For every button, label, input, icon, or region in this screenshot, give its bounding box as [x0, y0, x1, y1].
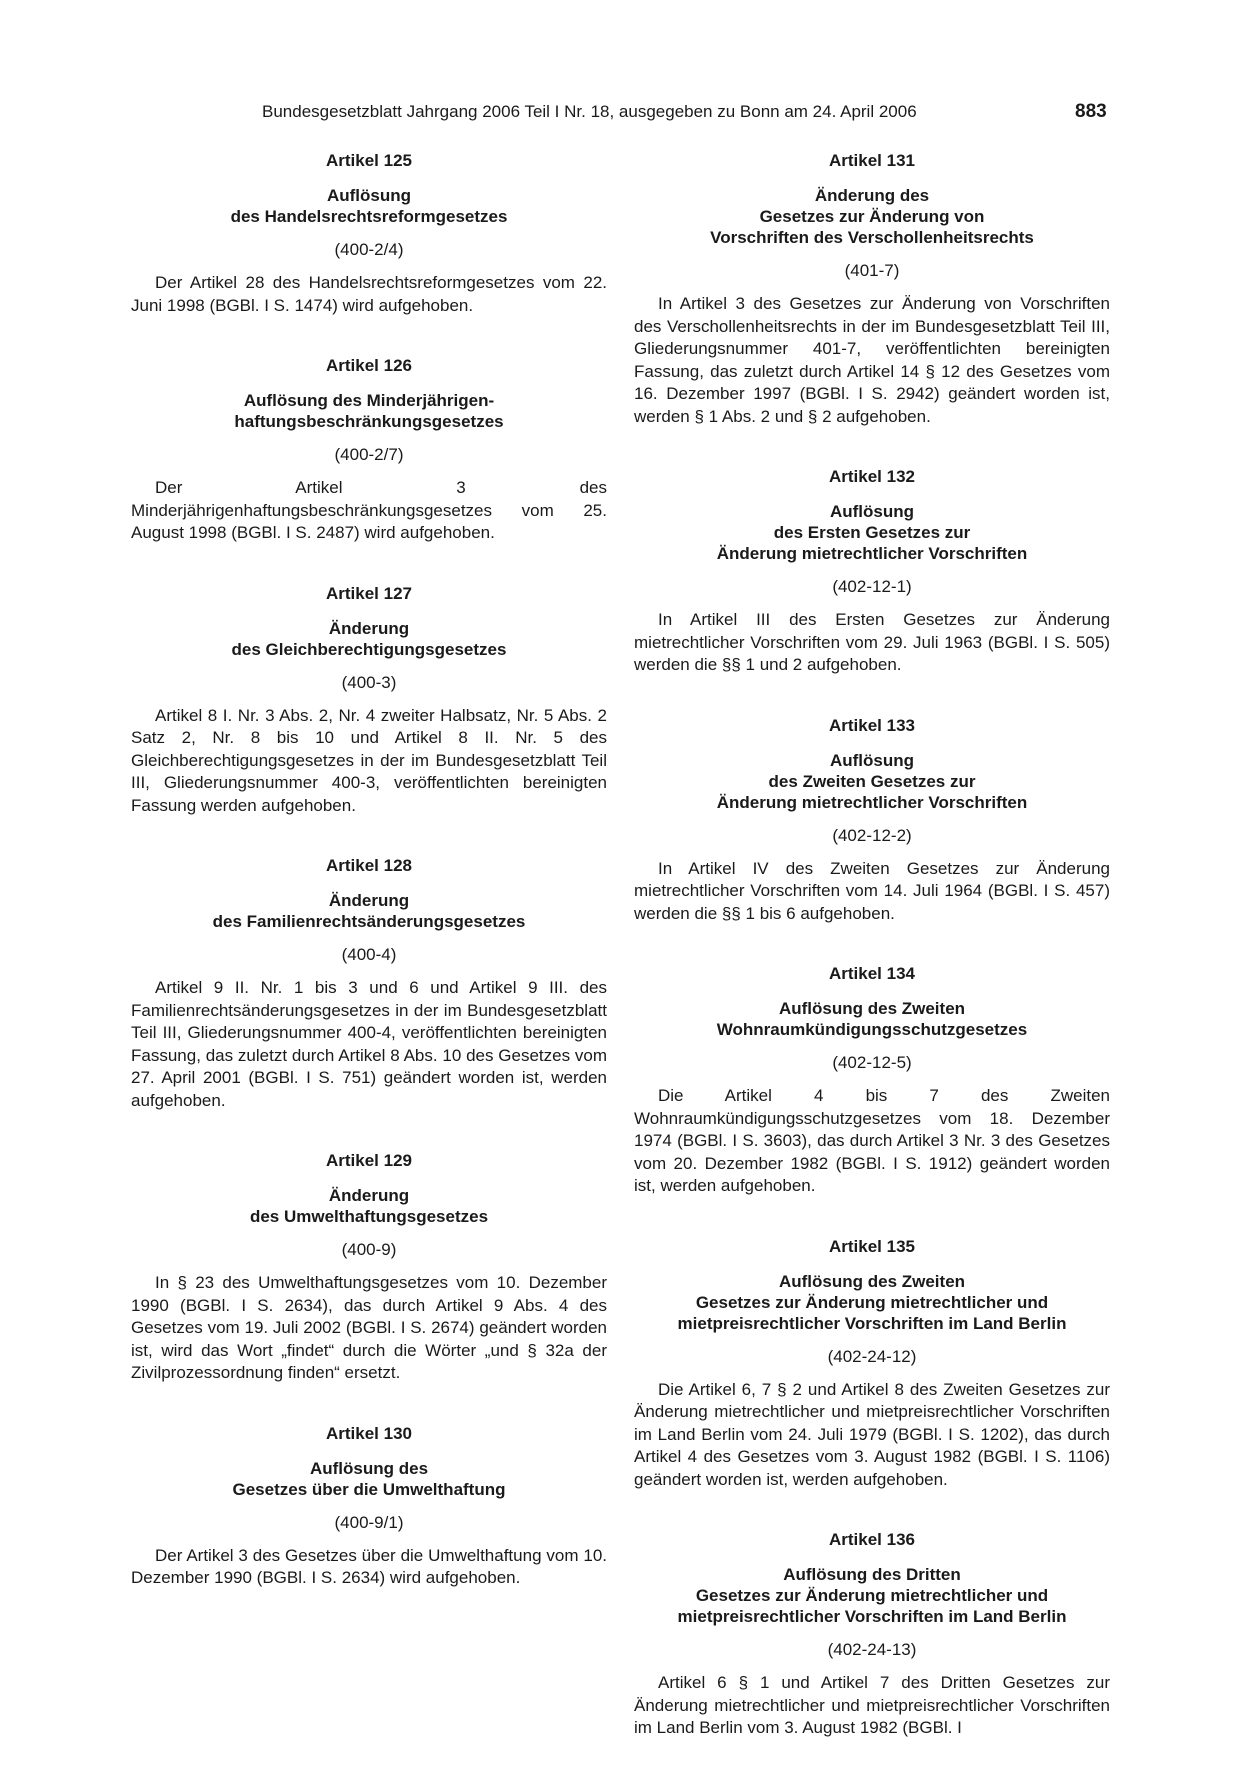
- classification-code: (400-2/7): [334, 445, 404, 464]
- article-title-line: Gesetzes zur Änderung mietrechtlicher und: [695, 1586, 1049, 1605]
- article-number: Artikel 133: [829, 715, 915, 735]
- article-title-line: Gesetzes zur Änderung mietrechtlicher und: [695, 1292, 1049, 1312]
- article-title-line: haftungsbeschränkungsgesetzes: [234, 412, 504, 431]
- article-title-line: mietpreisrechtlicher Vorschriften im Land Berlin: [677, 1313, 1067, 1333]
- article-title: [131, 1458, 607, 1500]
- article-title: [131, 390, 607, 432]
- classification-code: (402-12-1): [832, 577, 912, 596]
- article: [634, 715, 1110, 926]
- article-text: Die Artikel 6, 7 § 2 und Artikel 8 des Zweiten Gesetzes zur Änderung mietrechtlicher und mietpreisrechtlicher Vorschriften im Land Berlin vom 24. Juli 1979 (BGBl. I S. 1202), das durch Artikel 4 des Gesetzes vom 3. August 1982 (BGBl. I S. 1106) geändert worden ist, werden aufgehoben.: [634, 1379, 1110, 1489]
- running-title: Bundesgesetzblatt Jahrgang 2006 Teil I Nr. 18, ausgegeben zu Bonn am 24. April 2006: [262, 102, 917, 121]
- classification-code: (402-24-13): [827, 1640, 917, 1659]
- article-text: Der Artikel 3 des Minderjährigenhaftungsbeschränkungsgesetzes vom 25. August 1998 (BGBl. I S. 2487) wird aufgehoben.: [131, 478, 607, 542]
- article: [131, 1423, 607, 1590]
- article-text: In Artikel 3 des Gesetzes zur Änderung von Vorschriften des Verschollenheitsrechts in der im Bundesgesetzblatt Teil III, Gliederungsnummer 401-7, veröffentlichten bereinigten Fassung, das zuletzt durch Artikel 14 § 12 des Gesetzes vom 16. Dezember 1997 (BGBl. I S. 2942) geändert worden ist, werden § 1 Abs. 2 und § 2 aufgehoben.: [634, 294, 1110, 426]
- page-number: 883: [1075, 101, 1107, 122]
- article-text: Der Artikel 28 des Handelsrechtsreformgesetzes vom 22. Juni 1998 (BGBl. I S. 1474) wird aufgehoben.: [131, 273, 607, 315]
- article-title-line: mietpreisrechtlicher Vorschriften im Land Berlin: [677, 1607, 1067, 1626]
- article-text: In Artikel III des Ersten Gesetzes zur Änderung mietrechtlicher Vorschriften vom 29. Juli 1963 (BGBl. I S. 505) werden die §§ 1 und 2 aufgehoben.: [634, 610, 1110, 674]
- article-title-line: Änderung: [328, 1186, 410, 1205]
- article-text: Artikel 6 § 1 und Artikel 7 des Dritten Gesetzes zur Änderung mietrechtlicher und mietpreisrechtlicher Vorschriften im Land Berlin vom 3. August 1982 (BGBl. I: [634, 1673, 1110, 1737]
- article-number: Artikel 134: [829, 964, 915, 983]
- article-title: [634, 501, 1110, 564]
- classification-code: (400-4): [341, 945, 397, 964]
- article: [634, 1529, 1110, 1740]
- classification-code: (400-9/1): [334, 1512, 404, 1532]
- article: [131, 1150, 607, 1385]
- classification-code: (401-7): [844, 261, 900, 280]
- article-title-line: Änderung: [328, 618, 410, 638]
- right-column: [634, 150, 1110, 1778]
- article-title-line: Auflösung des Zweiten: [778, 1271, 966, 1291]
- article-title-line: Auflösung: [829, 750, 915, 770]
- article-text: In § 23 des Umwelthaftungsgesetzes vom 10. Dezember 1990 (BGBl. I S. 2634), das durch Artikel 9 Abs. 4 des Gesetzes vom 19. Juli 2002 (BGBl. I S. 2674) geändert worden ist, wird das Wort „findet“ durch die Wörter „und § 32a der Zivilprozessordnung finden“ ersetzt.: [131, 1273, 607, 1382]
- article-number: Artikel 127: [326, 583, 412, 603]
- article-title-line: Auflösung des Zweiten: [778, 999, 966, 1018]
- article-text: Artikel 9 II. Nr. 1 bis 3 und 6 und Artikel 9 III. des Familienrechtsänderungsgesetzes in der im Bundesgesetzblatt Teil III, Gliederungsnummer 400-4, veröffentlichten bereinigten Fassung, das zuletzt durch Artikel 8 Abs. 10 des Gesetzes vom 27. April 2001 (BGBl. I S. 751) geändert worden ist, werden aufgehoben.: [131, 978, 607, 1110]
- article-title: [634, 185, 1110, 248]
- article-text: Die Artikel 4 bis 7 des Zweiten Wohnraumkündigungsschutzgesetzes vom 18. Dezember 1974 (BGBl. I S. 3603), das durch Artikel 3 Nr. 3 des Gesetzes vom 20. Dezember 1982 (BGBl. I S. 1912) geändert worden ist, werden aufgehoben.: [634, 1086, 1110, 1195]
- article-number: Artikel 126: [326, 356, 412, 375]
- article-title: [634, 1564, 1110, 1627]
- article-title-line: Wohnraumkündigungsschutzgesetzes: [716, 1020, 1028, 1039]
- article-title-line: des Zweiten Gesetzes zur: [768, 771, 976, 791]
- classification-code: (400-2/4): [334, 240, 404, 259]
- article-title: [634, 750, 1110, 813]
- article: [634, 1236, 1110, 1492]
- article-text: In Artikel IV des Zweiten Gesetzes zur Änderung mietrechtlicher Vorschriften vom 14. Juli 1964 (BGBl. I S. 457) werden die §§ 1 bis 6 aufgehoben.: [634, 858, 1110, 923]
- article-title: [131, 185, 607, 227]
- article-number: Artikel 136: [829, 1530, 915, 1549]
- article: [634, 150, 1110, 428]
- article-number: Artikel 131: [829, 151, 915, 170]
- article-number: Artikel 130: [326, 1423, 412, 1443]
- classification-code: (400-9): [341, 1240, 397, 1259]
- article-title-line: Auflösung des Dritten: [783, 1565, 961, 1584]
- article-number: Artikel 128: [326, 856, 412, 875]
- article-title-line: Änderung des: [814, 186, 930, 205]
- article-title: [131, 1185, 607, 1227]
- article: [131, 355, 607, 545]
- article-title: [131, 890, 607, 932]
- article: [131, 150, 607, 317]
- page-header: [0, 100, 1240, 128]
- article-title: [634, 1271, 1110, 1334]
- article-title-line: Änderung: [328, 891, 410, 910]
- article-number: Artikel 129: [326, 1151, 412, 1170]
- article-number: Artikel 135: [829, 1236, 915, 1256]
- article: [634, 466, 1110, 677]
- article-number: Artikel 132: [829, 467, 915, 486]
- classification-code: (402-12-5): [832, 1053, 912, 1072]
- article-title-line: Änderung mietrechtlicher Vorschriften: [716, 792, 1028, 812]
- article-title-line: Auflösung des Minderjährigen-: [243, 391, 495, 410]
- classification-code: (402-12-2): [832, 825, 912, 845]
- article-title: [634, 998, 1110, 1040]
- article-title-line: des Ersten Gesetzes zur: [773, 523, 971, 542]
- article-title-line: Vorschriften des Verschollenheitsrechts: [710, 228, 1034, 247]
- classification-code: (400-3): [341, 672, 397, 692]
- classification-code: (402-24-12): [827, 1346, 917, 1366]
- article: [634, 963, 1110, 1198]
- article-title-line: des Umwelthaftungsgesetzes: [249, 1207, 489, 1226]
- article-title-line: des Gleichberechtigungsgesetzes: [231, 639, 507, 659]
- left-column: [131, 150, 607, 1628]
- article-title-line: Änderung mietrechtlicher Vorschriften: [716, 544, 1028, 563]
- article-title-line: des Handelsrechtsreformgesetzes: [230, 207, 508, 226]
- article-title-line: Gesetzes zur Änderung von: [759, 207, 985, 226]
- article: [131, 855, 607, 1112]
- article-title-line: Auflösung: [326, 186, 412, 205]
- article: [131, 583, 607, 818]
- article-text: Artikel 8 I. Nr. 3 Abs. 2, Nr. 4 zweiter Halbsatz, Nr. 5 Abs. 2 Satz 2, Nr. 8 bis 10 und Artikel 8 II. Nr. 5 des Gleichberechtigungsgesetzes in der im Bundesgesetzblatt Teil III, Gliederungsnummer 400-3, veröffentlichten bereinigten Fassung werden aufgehoben.: [131, 705, 607, 815]
- article-text: Der Artikel 3 des Gesetzes über die Umwelthaftung vom 10. Dezember 1990 (BGBl. I S. 2634) wird aufgehoben.: [131, 1545, 607, 1587]
- article-title: [131, 618, 607, 660]
- article-number: Artikel 125: [326, 151, 412, 170]
- article-title-line: Auflösung des: [309, 1458, 429, 1478]
- article-title-line: Auflösung: [829, 502, 915, 521]
- article-title-line: Gesetzes über die Umwelthaftung: [232, 1479, 506, 1499]
- article-title-line: des Familienrechtsänderungsgesetzes: [212, 912, 526, 931]
